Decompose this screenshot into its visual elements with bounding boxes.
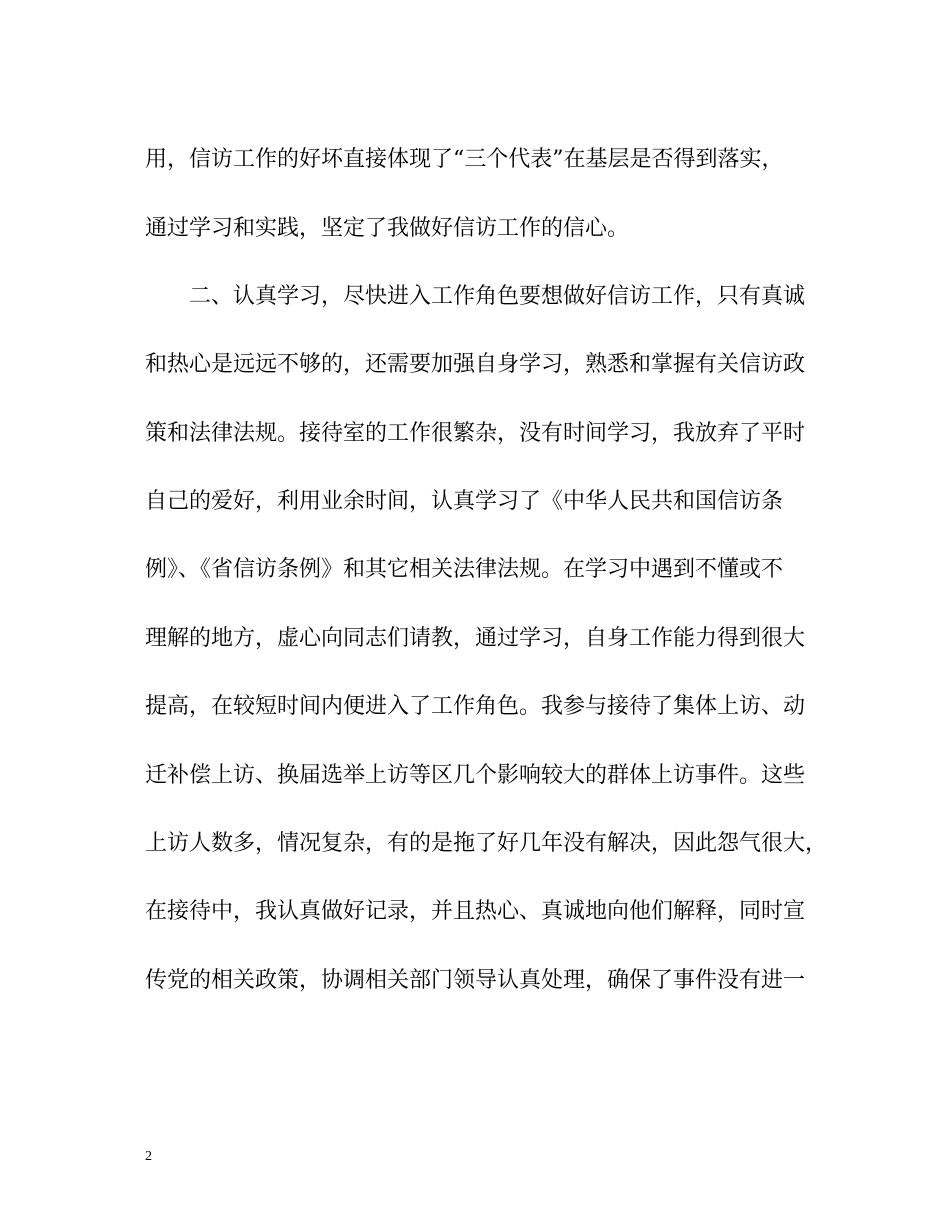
- body-text-line: 上访人数多，情况复杂，有的是拖了好几年没有解决，因此怨气很大，: [145, 831, 828, 856]
- body-text-line: 策和法律法规。接待室的工作很繁杂，没有时间学习，我放弃了平时: [145, 421, 806, 446]
- body-text-line: 例》、《省信访条例》和其它相关法律法规。在学习中遇到不懂或不: [145, 557, 784, 582]
- body-text-line: 自己的爱好，利用业余时间，认真学习了《中华人民共和国信访条: [145, 489, 784, 514]
- body-text-line: 和热心是远远不够的，还需要加强自身学习，熟悉和掌握有关信访政: [145, 352, 806, 377]
- body-text-line: 理解的地方，虚心向同志们请教，通过学习，自身工作能力得到很大: [145, 626, 806, 651]
- body-text-line: 在接待中，我认真做好记录，并且热心、真诚地向他们解释，同时宣: [145, 899, 806, 924]
- body-text-line: 用，信访工作的好坏直接体现了“三个代表”在基层是否得到落实，: [145, 147, 784, 172]
- page-number: 2: [145, 1149, 152, 1164]
- body-text-line: 提高，在较短时间内便进入了工作角色。我参与接待了集体上访、动: [145, 694, 806, 719]
- body-text-line: 传党的相关政策，协调相关部门领导认真处理，确保了事件没有进一: [145, 968, 806, 993]
- paragraph-start-line: 二、认真学习，尽快进入工作角色要想做好信访工作，只有真诚: [189, 284, 806, 309]
- body-text-line: 通过学习和实践，坚定了我做好信访工作的信心。: [145, 216, 630, 241]
- body-text-line: 迁补偿上访、换届选举上访等区几个影响较大的群体上访事件。这些: [145, 763, 806, 788]
